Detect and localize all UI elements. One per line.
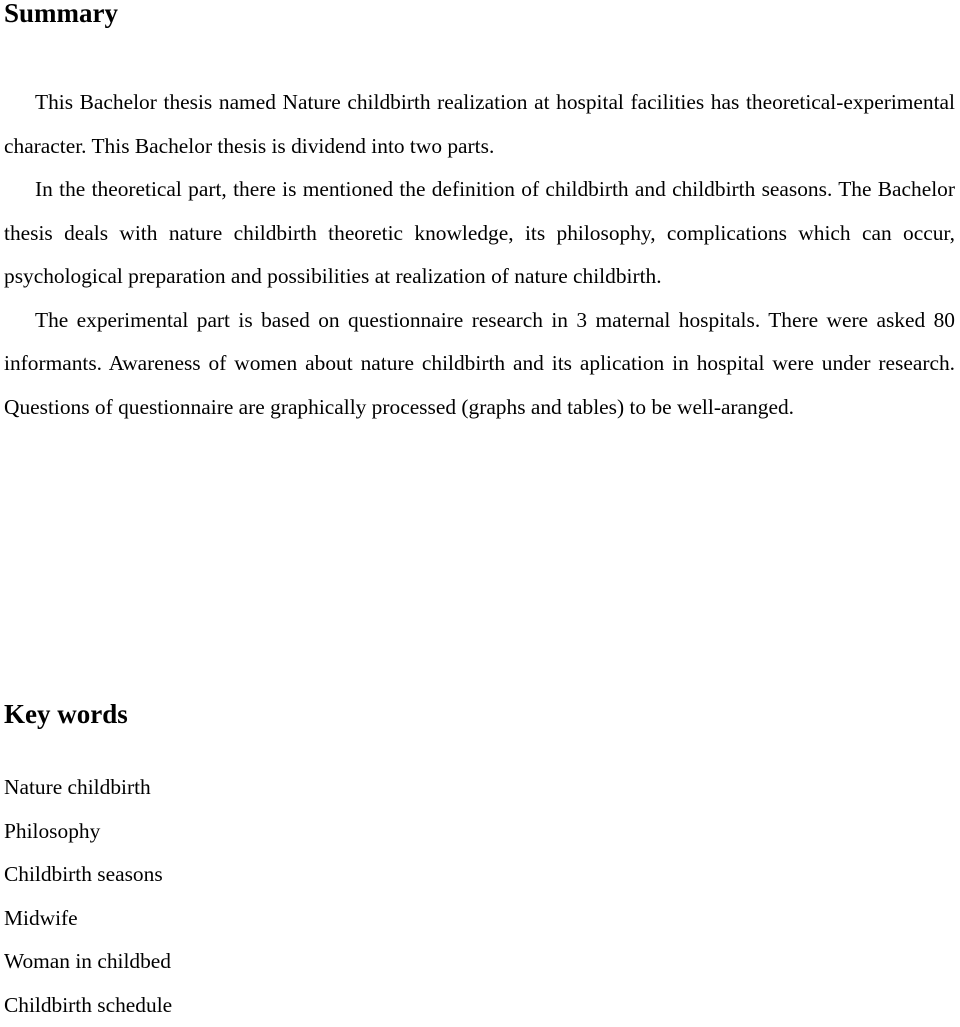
- summary-paragraph: In the theoretical part, there is mentioned the definition of childbirth and childbirth seasons. The Bachelor thesis deals with nature childbirth theoretic knowledge, its philosophy, complications which can occur, psychological preparation and possibilities at realization of nature childbirth.: [4, 168, 955, 299]
- keyword-item: Childbirth schedule: [4, 984, 172, 1027]
- keyword-item: Woman in childbed: [4, 940, 172, 984]
- keyword-item: Philosophy: [4, 810, 172, 854]
- keyword-list: [4, 766, 172, 1027]
- summary-paragraph: This Bachelor thesis named Nature childbirth realization at hospital facilities has theoretical-experimental character. This Bachelor thesis is dividend into two parts.: [4, 81, 955, 168]
- keywords-heading: Key words: [4, 701, 128, 728]
- summary-body: [4, 81, 955, 429]
- keyword-item: Childbirth seasons: [4, 853, 172, 897]
- keyword-item: Midwife: [4, 897, 172, 941]
- keyword-item: Nature childbirth: [4, 766, 172, 810]
- summary-heading: Summary: [4, 0, 118, 27]
- summary-paragraph: The experimental part is based on questionnaire research in 3 maternal hospitals. There were asked 80 informants. Awareness of women about nature childbirth and its aplication in hospital were under research. Questions of questionnaire are graphically processed (graphs and tables) to be well-aranged.: [4, 299, 955, 430]
